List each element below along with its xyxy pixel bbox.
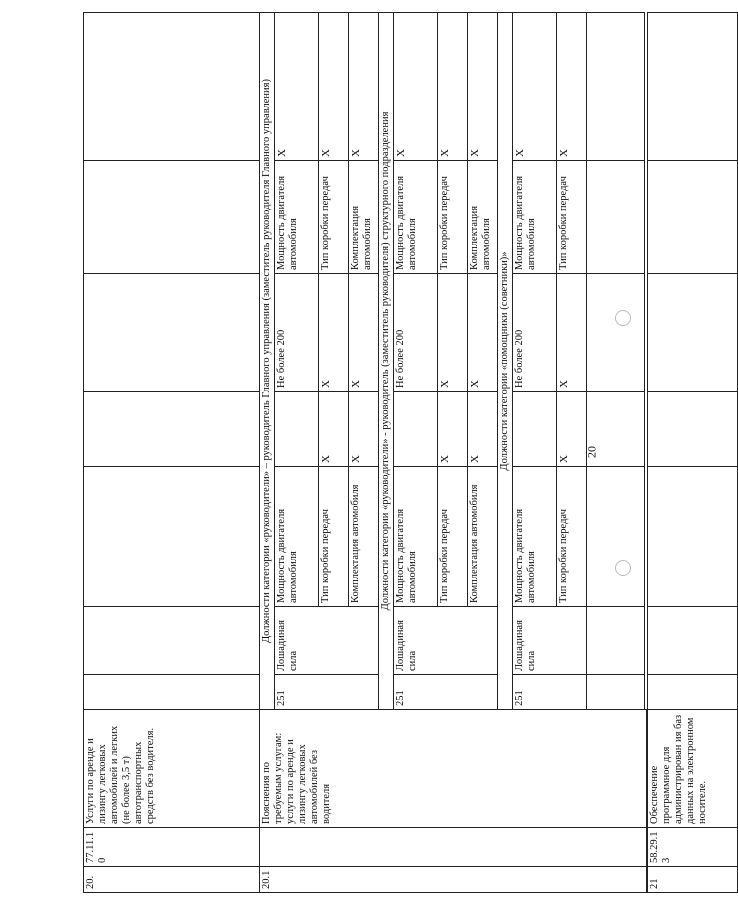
table-row: Комплектация автомобиля X X Комплектация автомобиля X	[468, 13, 498, 893]
section-heading: Должности категории «помощники (советники)»	[498, 13, 513, 710]
unit-name: Лошадиная сила	[394, 607, 498, 675]
table-row: Тип коробки передач X X Тип коробки передач X	[319, 13, 349, 893]
table-row: Тип коробки передач X X Тип коробки передач X	[557, 13, 587, 893]
row-number: 20.	[84, 867, 260, 893]
table-row-20	[84, 13, 260, 893]
rotated-table-container	[83, 13, 708, 893]
table-row-20-1	[260, 13, 275, 893]
okpd-code: 58.29.13	[648, 828, 738, 867]
section-heading: Должности категории «руководители» – руководитель Главного управления (заместитель руководителя Главного управления)	[260, 13, 275, 710]
unit-name: Лошадиная сила	[513, 607, 587, 675]
table-row: 251 Лошадиная сила Мощность двигателя автомобиля Не более 200 Мощность двигателя автомобиля X	[513, 13, 557, 893]
row-number: 20.1	[260, 867, 647, 893]
table-row: 251 Лошадиная сила Мощность двигателя автомобиля Не более 200 Мощность двигателя автомобиля X	[394, 13, 438, 893]
okei-code: 251	[394, 675, 498, 710]
service-name: Услуги по аренде и лизингу легковых автомобилей и легких (не более 3,5 т) автотранспортных средств без водителя.	[84, 710, 260, 828]
okei-code: 251	[513, 675, 587, 710]
section-heading: Должности категории «руководители» - руководитель (заместитель руководителя) структурного подразделения	[379, 13, 394, 710]
okpd-code: 77.11.10	[84, 828, 260, 867]
service-explanation: Пояснения по требуемым услугам: услуги по аренде и лизингу легковых автомобилей без водителя	[260, 710, 647, 828]
service-name: Обеспечение программное для администрирован ия баз данных на электронном носителе.	[648, 710, 738, 828]
table-row-21	[648, 13, 738, 893]
table-row: Тип коробки передач X X Тип коробки передач X	[438, 13, 468, 893]
unit-name: Лошадиная сила	[275, 607, 379, 675]
binder-hole-mark	[615, 310, 631, 326]
binder-hole-mark	[615, 560, 631, 576]
table-row: Комплектация автомобиля X X Комплектация автомобиля X	[349, 13, 379, 893]
page-number: 20	[584, 446, 599, 458]
table-row: 251 Лошадиная сила Мощность двигателя автомобиля Не более 200 Мощность двигателя автомобиля X	[275, 13, 319, 893]
okei-code: 251	[275, 675, 379, 710]
specification-table	[83, 12, 738, 893]
row-number: 21	[648, 867, 738, 893]
